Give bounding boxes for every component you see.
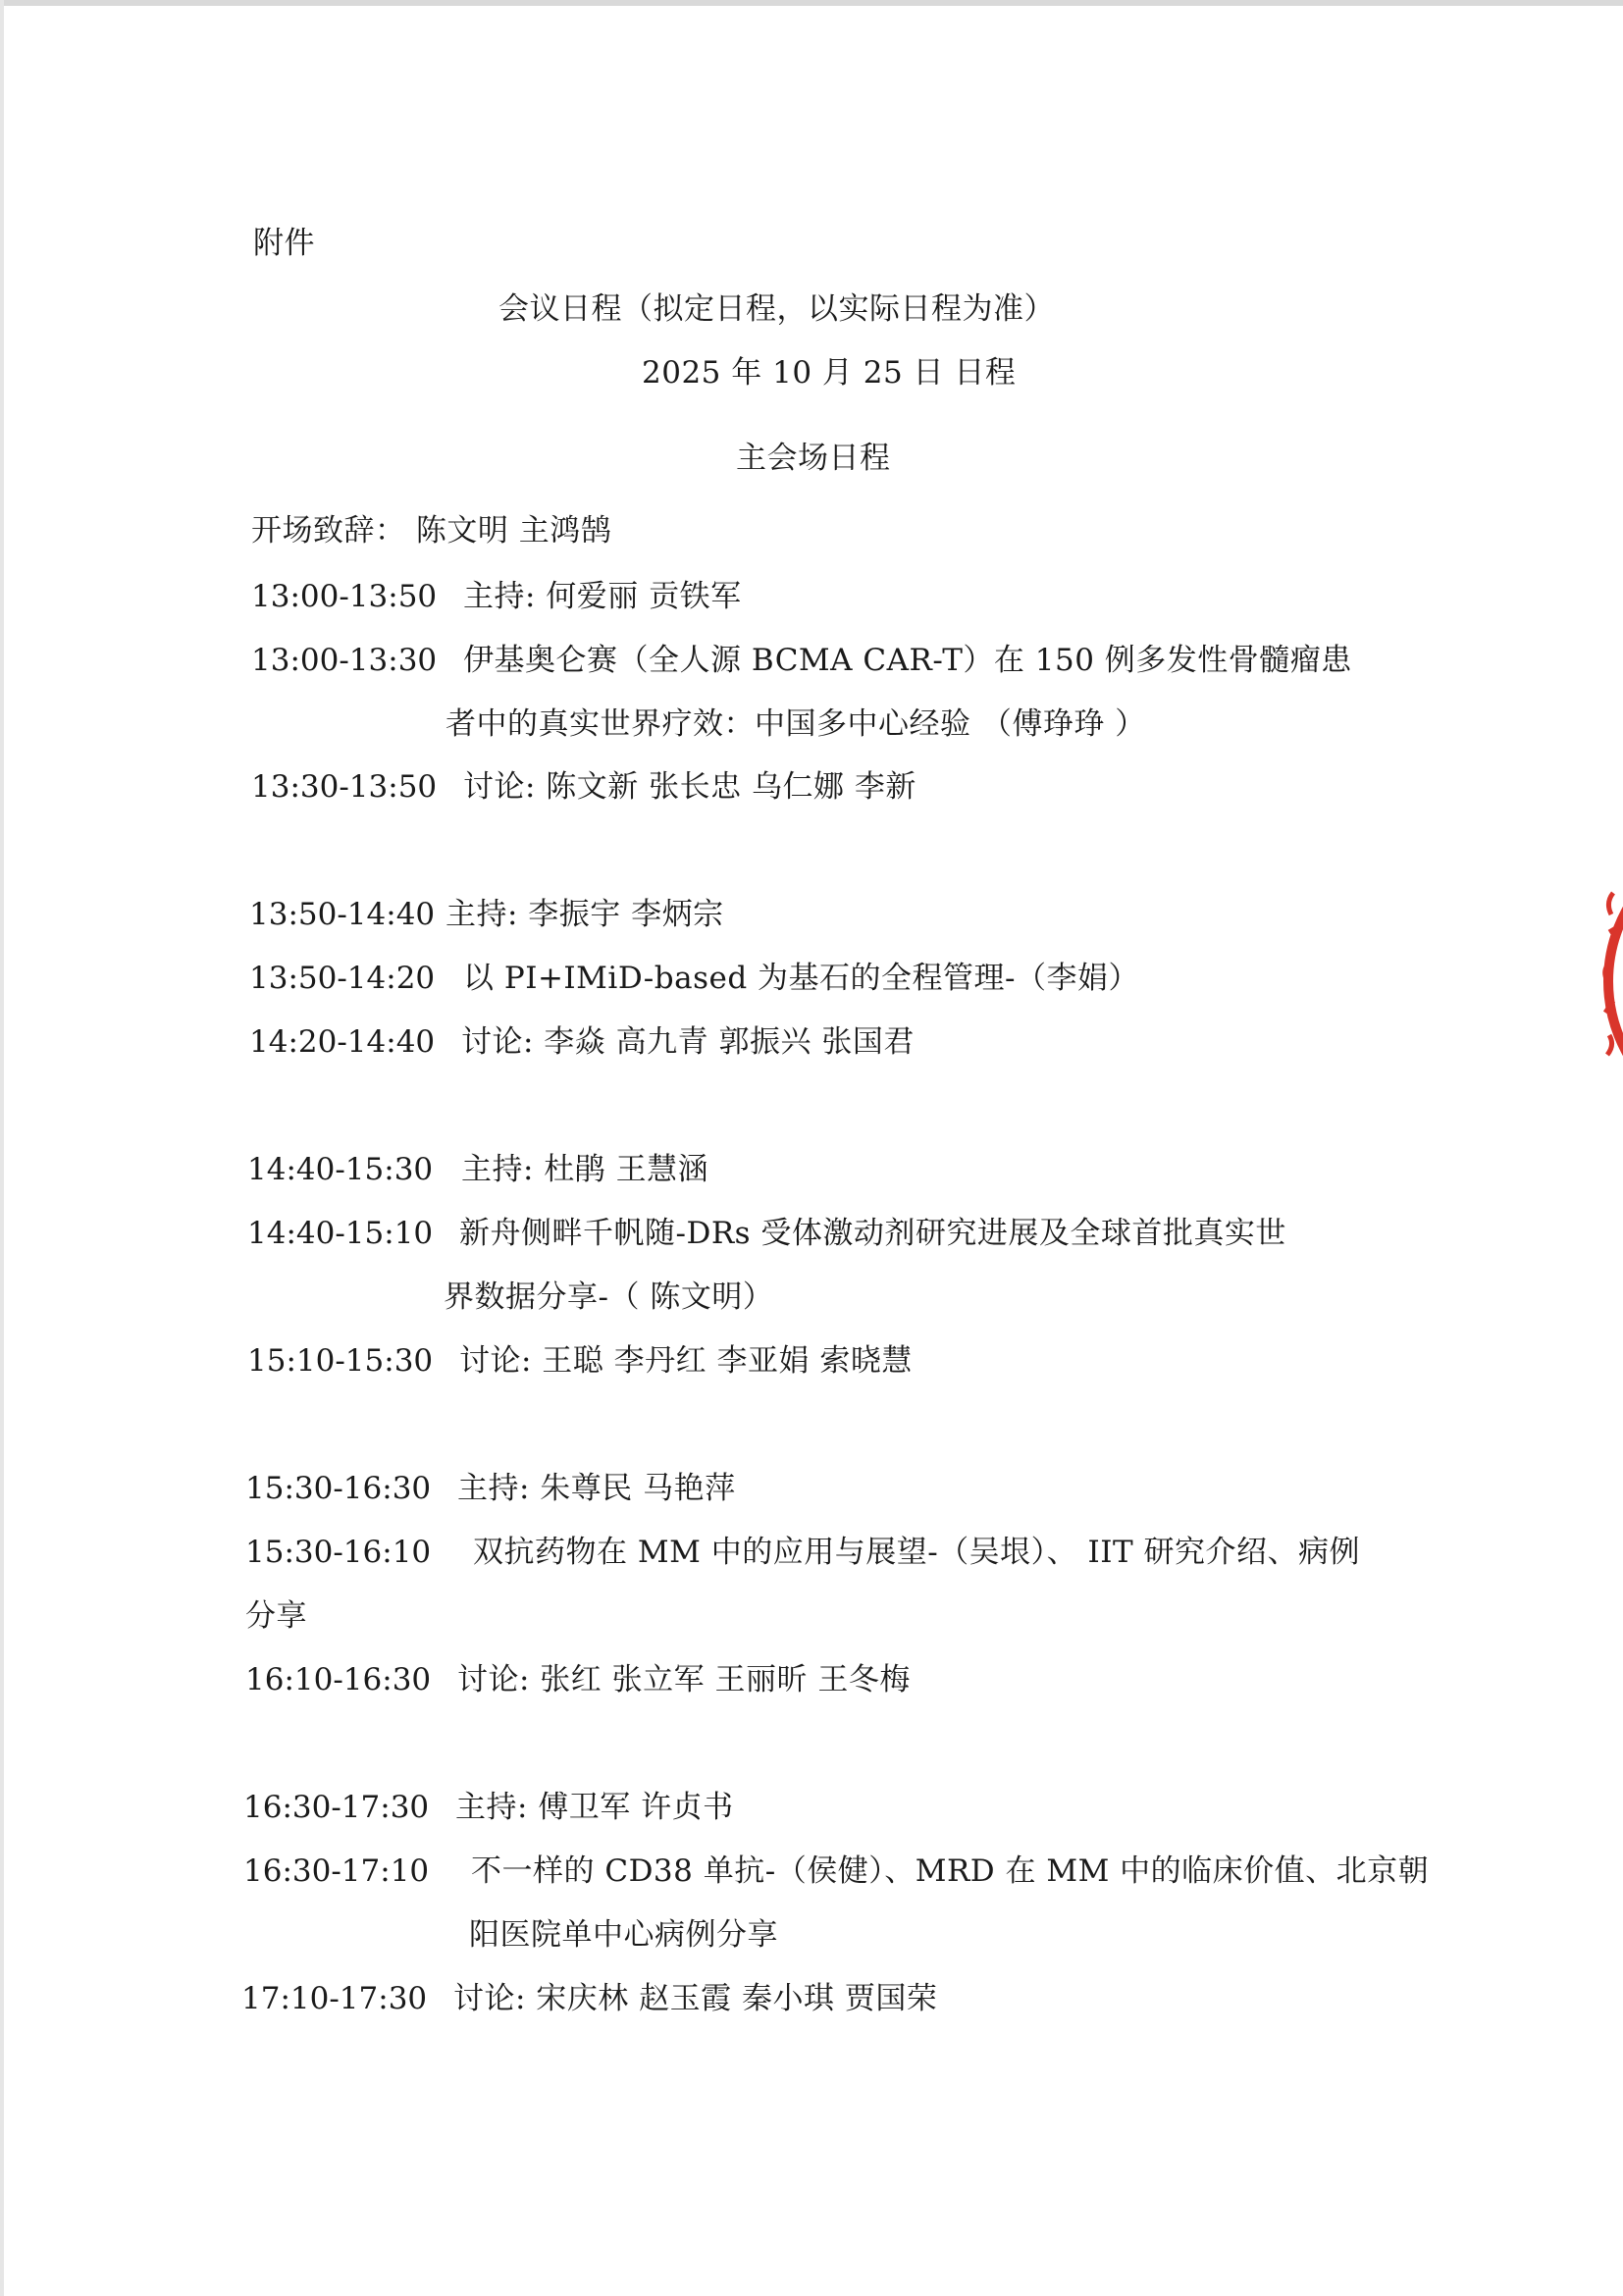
schedule-text: 讨论: 陈文新 张长忠 乌仁娜 李新 bbox=[463, 769, 916, 805]
page-edge-top bbox=[0, 0, 1623, 6]
schedule-time: 13:00-13:50 bbox=[251, 579, 438, 614]
schedule-time: 16:30-17:10 bbox=[243, 1853, 430, 1889]
schedule-time: 13:30-13:50 bbox=[251, 769, 438, 805]
schedule-text: 主持: 李振宇 李炳宗 bbox=[445, 897, 724, 932]
schedule-time: 16:10-16:30 bbox=[245, 1662, 432, 1697]
schedule-text: 讨论: 张红 张立军 王丽昕 王冬梅 bbox=[457, 1662, 911, 1697]
schedule-time: 15:10-15:30 bbox=[247, 1343, 434, 1379]
schedule-text: 以 PI+IMiD-based 为基石的全程管理-（李娟） bbox=[463, 961, 1139, 996]
schedule-text: 主持: 何爱丽 贡铁军 bbox=[463, 579, 742, 614]
schedule-time: 13:00-13:30 bbox=[251, 643, 438, 678]
schedule-text: 不一样的 CD38 单抗-（侯健）、MRD 在 MM 中的临床价值、北京朝 bbox=[471, 1853, 1430, 1889]
date-line: 2025 年 10 月 25 日 日程 bbox=[642, 355, 1017, 391]
schedule-time: 14:40-15:10 bbox=[247, 1216, 434, 1251]
schedule-text: 讨论: 李焱 高九青 郭振兴 张国君 bbox=[461, 1024, 915, 1060]
schedule-text-continued: 分享 bbox=[245, 1598, 307, 1634]
schedule-text-continued: 者中的真实世界疗效：中国多中心经验 （傅琤琤 ） bbox=[445, 706, 1146, 742]
schedule-text: 新舟侧畔千帆随-DRs 受体激动剂研究进展及全球首批真实世 bbox=[459, 1216, 1286, 1251]
opening-remarks: 开场致辞： 陈文明 主鸿鹄 bbox=[251, 513, 612, 548]
schedule-time: 17:10-17:30 bbox=[241, 1981, 428, 2016]
document-title: 会议日程（拟定日程，以实际日程为准） bbox=[498, 291, 1055, 327]
official-seal-fragment bbox=[1584, 834, 1623, 1128]
schedule-text: 主持: 杜鹃 王慧涵 bbox=[461, 1152, 709, 1187]
page-edge-left bbox=[0, 0, 4, 2296]
schedule-text: 讨论: 宋庆林 赵玉霞 秦小琪 贾国荣 bbox=[453, 1981, 938, 2016]
schedule-text: 主持: 傅卫军 许贞书 bbox=[455, 1790, 734, 1825]
section-title: 主会场日程 bbox=[736, 441, 891, 476]
schedule-text: 主持: 朱尊民 马艳萍 bbox=[457, 1471, 736, 1506]
schedule-text: 双抗药物在 MM 中的应用与展望-（吴垠）、 IIT 研究介绍、病例 bbox=[473, 1535, 1361, 1570]
schedule-time: 16:30-17:30 bbox=[243, 1790, 430, 1825]
schedule-time: 14:40-15:30 bbox=[247, 1152, 434, 1187]
attachment-label: 附件 bbox=[253, 226, 315, 261]
schedule-time: 13:50-14:40 bbox=[249, 897, 436, 932]
schedule-time: 13:50-14:20 bbox=[249, 961, 436, 996]
schedule-text: 讨论: 王聪 李丹红 李亚娟 索晓慧 bbox=[459, 1343, 913, 1379]
schedule-time: 15:30-16:30 bbox=[245, 1471, 432, 1506]
schedule-time: 14:20-14:40 bbox=[249, 1024, 436, 1060]
schedule-text-continued: 阳医院单中心病例分享 bbox=[469, 1917, 778, 1953]
schedule-time: 15:30-16:10 bbox=[245, 1535, 432, 1570]
schedule-text-continued: 界数据分享-（ 陈文明） bbox=[444, 1279, 774, 1315]
schedule-text: 伊基奥仑赛（全人源 BCMA CAR-T）在 150 例多发性骨髓瘤患 bbox=[463, 643, 1352, 678]
